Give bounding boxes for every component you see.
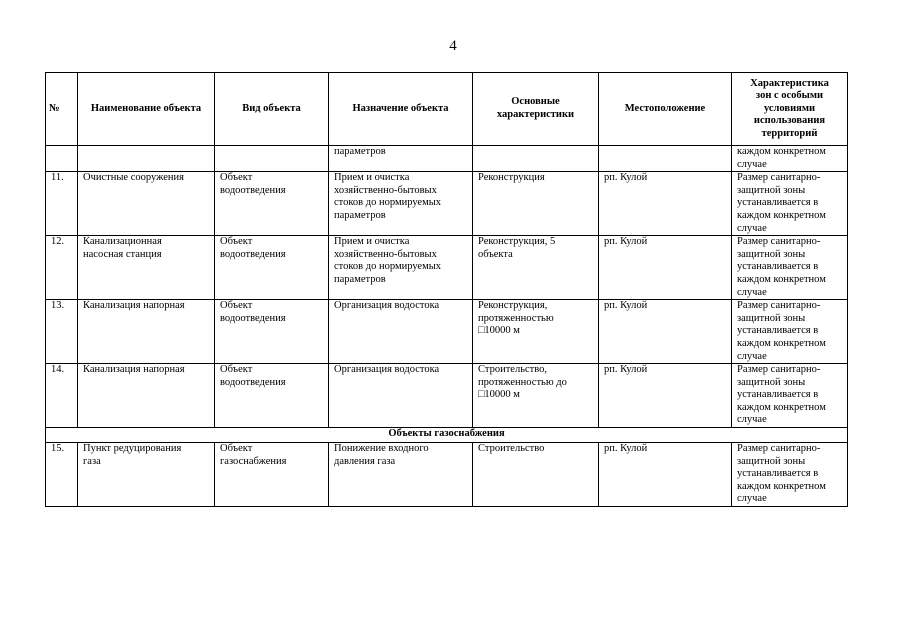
cell-characteristics: Реконструкция, протяженностью □10000 м [473,300,599,364]
cell-characteristics: Реконструкция, 5 объекта [473,236,599,300]
cell-type: Объект водоотведения [215,364,329,428]
cell-characteristics: Реконструкция [473,172,599,236]
cell-num: 11. [46,172,78,236]
cell-purpose: параметров [329,146,473,172]
cell-location [599,146,732,172]
cell-characteristics: Строительство, протяженностью до □10000 м [473,364,599,428]
table-row [46,236,848,300]
header-num: № [46,73,78,146]
cell-location: рп. Кулой [599,300,732,364]
cell-name: Очистные сооружения [78,172,215,236]
page-number: 4 [449,38,457,54]
cell-purpose: Прием и очистка хозяйственно-бытовых стоков до нормируемых параметров [329,236,473,300]
header-row [46,73,848,146]
cell-type: Объект водоотведения [215,236,329,300]
header-type: Вид объекта [215,73,329,146]
cell-zones: Размер санитарно-защитной зоны устанавливается в каждом конкретном случае [732,236,848,300]
cell-zones: Размер санитарно-защитной зоны устанавливается в каждом конкретном случае [732,443,848,507]
cell-zones: каждом конкретном случае [732,146,848,172]
objects-table [45,72,848,507]
cell-name: Канализация напорная [78,364,215,428]
cell-num: 12. [46,236,78,300]
cell-num [46,146,78,172]
cell-zones: Размер санитарно-защитной зоны устанавливается в каждом конкретном случае [732,300,848,364]
cell-name [78,146,215,172]
cell-characteristics [473,146,599,172]
table-row [46,364,848,428]
cell-zones: Размер санитарно-защитной зоны устанавливается в каждом конкретном случае [732,172,848,236]
cell-characteristics: Строительство [473,443,599,507]
cell-location: рп. Кулой [599,172,732,236]
cell-num: 15. [46,443,78,507]
cell-type [215,146,329,172]
header-characteristics: Основные характеристики [473,73,599,146]
cell-purpose: Организация водостока [329,300,473,364]
cell-location: рп. Кулой [599,236,732,300]
cell-type: Объект водоотведения [215,172,329,236]
section-row [46,428,848,443]
cell-location: рп. Кулой [599,443,732,507]
header-location: Местоположение [599,73,732,146]
section-title: Объекты газоснабжения [46,428,848,443]
cell-purpose: Организация водостока [329,364,473,428]
table-row [46,443,848,507]
cell-num: 14. [46,364,78,428]
cell-type: Объект газоснабжения [215,443,329,507]
cell-type: Объект водоотведения [215,300,329,364]
cell-location: рп. Кулой [599,364,732,428]
cell-purpose: Понижение входного давления газа [329,443,473,507]
header-zones: Характеристика зон с особыми условиями использования территорий [732,73,848,146]
cell-name: Канализационная насосная станция [78,236,215,300]
cell-zones: Размер санитарно-защитной зоны устанавливается в каждом конкретном случае [732,364,848,428]
table-row-continuation [46,146,848,172]
cell-num: 13. [46,300,78,364]
cell-name: Пункт редуцирования газа [78,443,215,507]
table-row [46,300,848,364]
table-row [46,172,848,236]
cell-purpose: Прием и очистка хозяйственно-бытовых стоков до нормируемых параметров [329,172,473,236]
header-purpose: Назначение объекта [329,73,473,146]
cell-name: Канализация напорная [78,300,215,364]
header-name: Наименование объекта [78,73,215,146]
